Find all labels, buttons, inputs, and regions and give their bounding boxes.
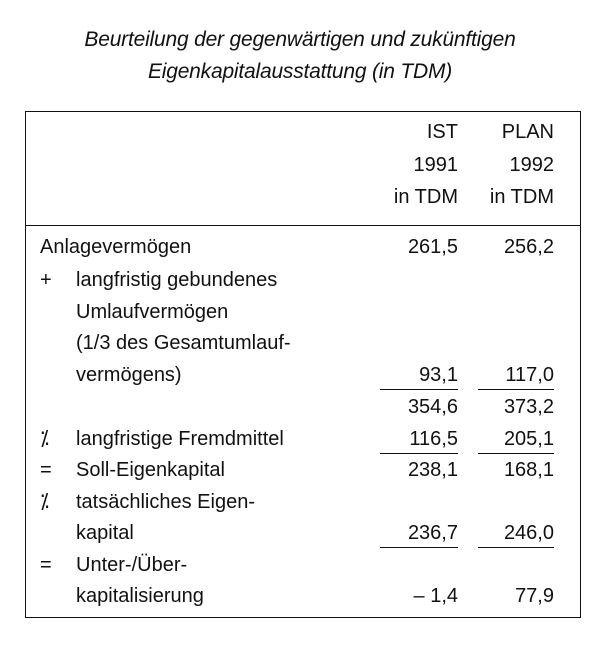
minus-percent-sign: ⁒ <box>40 491 49 513</box>
underline-fremdmittel-ist <box>380 453 458 454</box>
underline-tats-plan <box>478 547 554 548</box>
soll-eigenkapital-ist: 238,1 <box>407 459 458 481</box>
umlauf-ist: 93,1 <box>419 364 458 386</box>
soll-eigenkapital-plan: 168,1 <box>503 459 554 481</box>
tats-eigenkapital-plan: 246,0 <box>503 522 554 544</box>
anlagevermoegen-ist: 261,5 <box>407 236 458 258</box>
umlauf-label-line3: (1/3 des Gesamtumlauf- <box>76 332 291 354</box>
equals-sign: = <box>40 459 52 481</box>
tats-label-line2: kapital <box>76 522 134 544</box>
underline-umlauf-ist <box>380 389 458 390</box>
subtotal-plan: 373,2 <box>503 396 554 418</box>
row-label-anlagevermoegen: Anlagevermögen <box>40 236 192 258</box>
underline-tats-ist <box>380 547 458 548</box>
umlauf-label-line4: vermögens) <box>76 364 182 386</box>
umlauf-label-line2: Umlaufvermögen <box>76 301 229 323</box>
row-label-fremdmittel: langfristige Fremdmittel <box>76 428 284 450</box>
subtotal-ist: 354,6 <box>407 396 458 418</box>
caption-line-1: Beurteilung der gegenwärtigen und zukünftigen <box>84 28 516 51</box>
unter-label-line2: kapitalisierung <box>76 585 204 607</box>
header-divider <box>25 225 581 226</box>
underline-fremdmittel-plan <box>478 453 554 454</box>
header-col1-line2: 1991 <box>413 154 458 176</box>
header-col1-line1: IST <box>426 121 458 143</box>
plus-sign: + <box>40 269 52 291</box>
header-col2-line2: 1992 <box>509 154 554 176</box>
tats-label-line1: tatsächliches Eigen- <box>76 491 255 513</box>
header-col2-line3: in TDM <box>489 186 554 208</box>
caption-line-2: Eigenkapitalausstattung (in TDM) <box>147 60 453 83</box>
header-col1-line3: in TDM <box>393 186 458 208</box>
unterkapitalisierung-plan: 77,9 <box>515 585 554 607</box>
umlauf-plan: 117,0 <box>505 364 554 386</box>
unter-label-line1: Unter-/Über- <box>76 554 188 576</box>
unterkapitalisierung-ist: – 1,4 <box>413 585 458 607</box>
anlagevermoegen-plan: 256,2 <box>503 236 554 258</box>
equals-sign: = <box>40 554 52 576</box>
fremdmittel-plan: 205,1 <box>503 428 554 450</box>
header-col2-line1: PLAN <box>501 121 554 143</box>
tats-eigenkapital-ist: 236,7 <box>407 522 458 544</box>
underline-umlauf-plan <box>478 389 554 390</box>
fremdmittel-ist: 116,5 <box>409 428 458 450</box>
umlauf-label-line1: langfristig gebundenes <box>76 269 278 291</box>
row-label-soll-eigenkapital: Soll-Eigenkapital <box>76 459 225 481</box>
minus-percent-sign: ⁒ <box>40 428 49 450</box>
